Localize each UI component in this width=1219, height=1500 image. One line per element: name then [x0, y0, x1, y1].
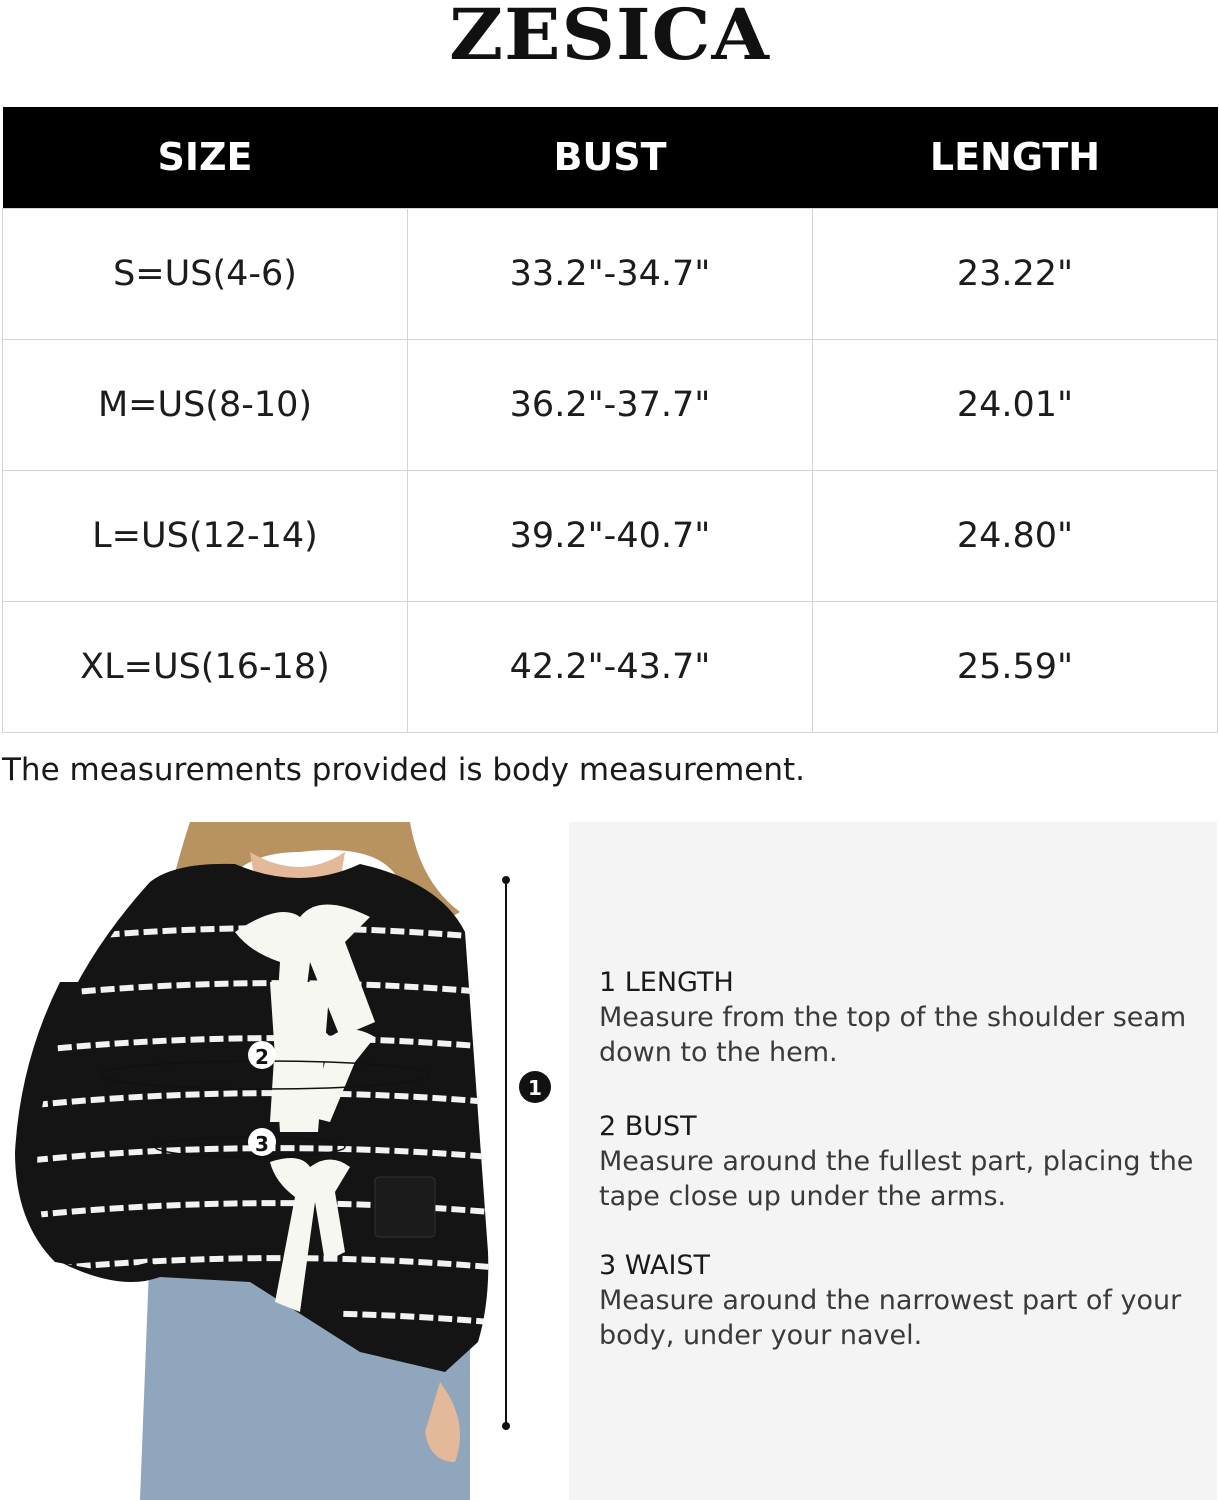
header-bust: BUST	[408, 107, 813, 208]
length-line-bottom-dot	[502, 1422, 510, 1430]
table-row	[3, 339, 1218, 470]
step-description: Measure around the narrowest part of your body, under your navel.	[599, 1285, 1182, 1351]
cell-length: 24.01"	[813, 339, 1218, 470]
marker-1-label: 1	[528, 1076, 542, 1100]
guide-step-waist	[599, 1249, 1199, 1353]
marker-2-label: 2	[255, 1045, 269, 1069]
cell-length: 24.80"	[813, 470, 1218, 601]
table-header-row	[3, 107, 1218, 208]
step-title: 1 LENGTH	[599, 967, 734, 998]
cell-length: 25.59"	[813, 601, 1218, 732]
table-row	[3, 601, 1218, 732]
cell-size: L=US(12-14)	[3, 470, 408, 601]
size-chart-table	[2, 107, 1218, 733]
guide-step-bust	[599, 1110, 1199, 1214]
header-size: SIZE	[3, 107, 408, 208]
step-title: 3 WAIST	[599, 1250, 711, 1281]
table-row	[3, 208, 1218, 339]
pocket	[375, 1177, 435, 1237]
model-figure	[0, 822, 560, 1500]
cell-size: S=US(4-6)	[3, 208, 408, 339]
step-description: Measure from the top of the shoulder seam down to the hem.	[599, 1002, 1187, 1068]
header-length: LENGTH	[813, 107, 1218, 208]
cell-bust: 39.2"-40.7"	[408, 470, 813, 601]
cell-size: M=US(8-10)	[3, 339, 408, 470]
cell-bust: 42.2"-43.7"	[408, 601, 813, 732]
cell-length: 23.22"	[813, 208, 1218, 339]
cell-bust: 33.2"-34.7"	[408, 208, 813, 339]
marker-3-label: 3	[255, 1132, 269, 1156]
length-line-top-dot	[502, 876, 510, 884]
brand-logo: ZESICA	[449, 0, 770, 77]
cardigan-illustration	[0, 822, 560, 1500]
step-description: Measure around the fullest part, placing the tape close up under the arms.	[599, 1146, 1194, 1212]
measurement-note: The measurements provided is body measurement.	[2, 752, 806, 788]
cell-size: XL=US(16-18)	[3, 601, 408, 732]
measuring-guide-panel	[569, 822, 1217, 1500]
step-title: 2 BUST	[599, 1111, 697, 1142]
cell-bust: 36.2"-37.7"	[408, 339, 813, 470]
guide-step-length	[599, 966, 1199, 1070]
table-row	[3, 470, 1218, 601]
